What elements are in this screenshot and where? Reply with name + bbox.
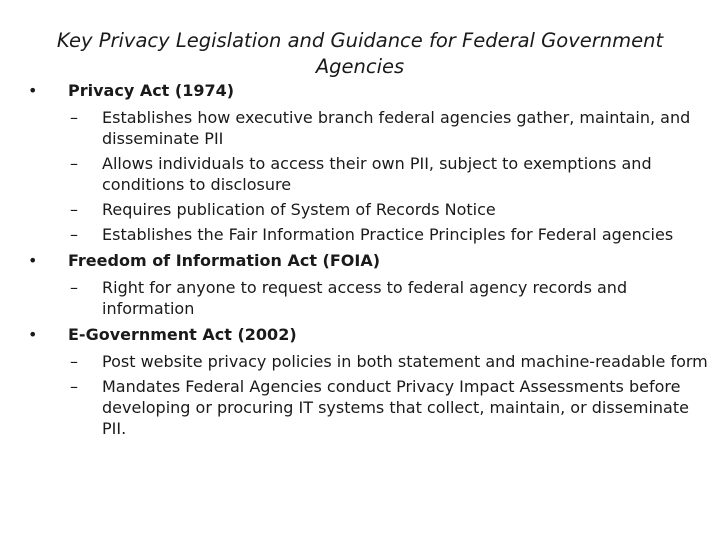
sub-bullet-text: Requires publication of System of Records Notice — [102, 200, 496, 219]
bullet-foia — [28, 250, 708, 272]
dash-marker: – — [70, 225, 78, 244]
dash-marker: – — [70, 377, 78, 396]
sub-bullet — [68, 107, 708, 149]
bullet-text: Privacy Act (1974) — [68, 81, 235, 100]
sub-bullet — [68, 199, 708, 220]
slide-title: Key Privacy Legislation and Guidance for Federal Government Agencies — [56, 29, 664, 78]
sub-bullet-text: Mandates Federal Agencies conduct Privacy Impact Assessments before developing or procuring IT systems that collect, maintain, or disseminate PII. — [102, 377, 689, 438]
bullet-marker: • — [28, 81, 38, 100]
bullet-privacy-act — [28, 80, 708, 102]
bullet-marker: • — [28, 251, 38, 270]
sub-bullet — [68, 376, 708, 439]
sub-bullet-text: Post website privacy policies in both statement and machine-readable form — [102, 352, 708, 371]
bullet-marker: • — [28, 325, 38, 344]
bullet-text: Freedom of Information Act (FOIA) — [68, 251, 381, 270]
slide-content — [28, 80, 708, 444]
sub-bullet-text: Right for anyone to request access to federal agency records and information — [102, 278, 628, 318]
sub-list — [28, 277, 708, 319]
bullet-text: E-Government Act (2002) — [68, 325, 297, 344]
sub-bullet — [68, 277, 708, 319]
sub-bullet-text: Establishes the Fair Information Practice Principles for Federal agencies — [102, 225, 674, 244]
sub-bullet-text: Allows individuals to access their own PII, subject to exemptions and conditions to disclosure — [102, 154, 652, 194]
dash-marker: – — [70, 278, 78, 297]
dash-marker: – — [70, 154, 78, 173]
dash-marker: – — [70, 352, 78, 371]
sub-bullet — [68, 153, 708, 195]
sub-bullet — [68, 351, 708, 372]
sub-list — [28, 107, 708, 245]
sub-list — [28, 351, 708, 439]
sub-bullet-text: Establishes how executive branch federal agencies gather, maintain, and disseminate PII — [102, 108, 691, 148]
sub-bullet — [68, 224, 708, 245]
dash-marker: – — [70, 200, 78, 219]
bullet-e-government-act — [28, 324, 708, 346]
dash-marker: – — [70, 108, 78, 127]
